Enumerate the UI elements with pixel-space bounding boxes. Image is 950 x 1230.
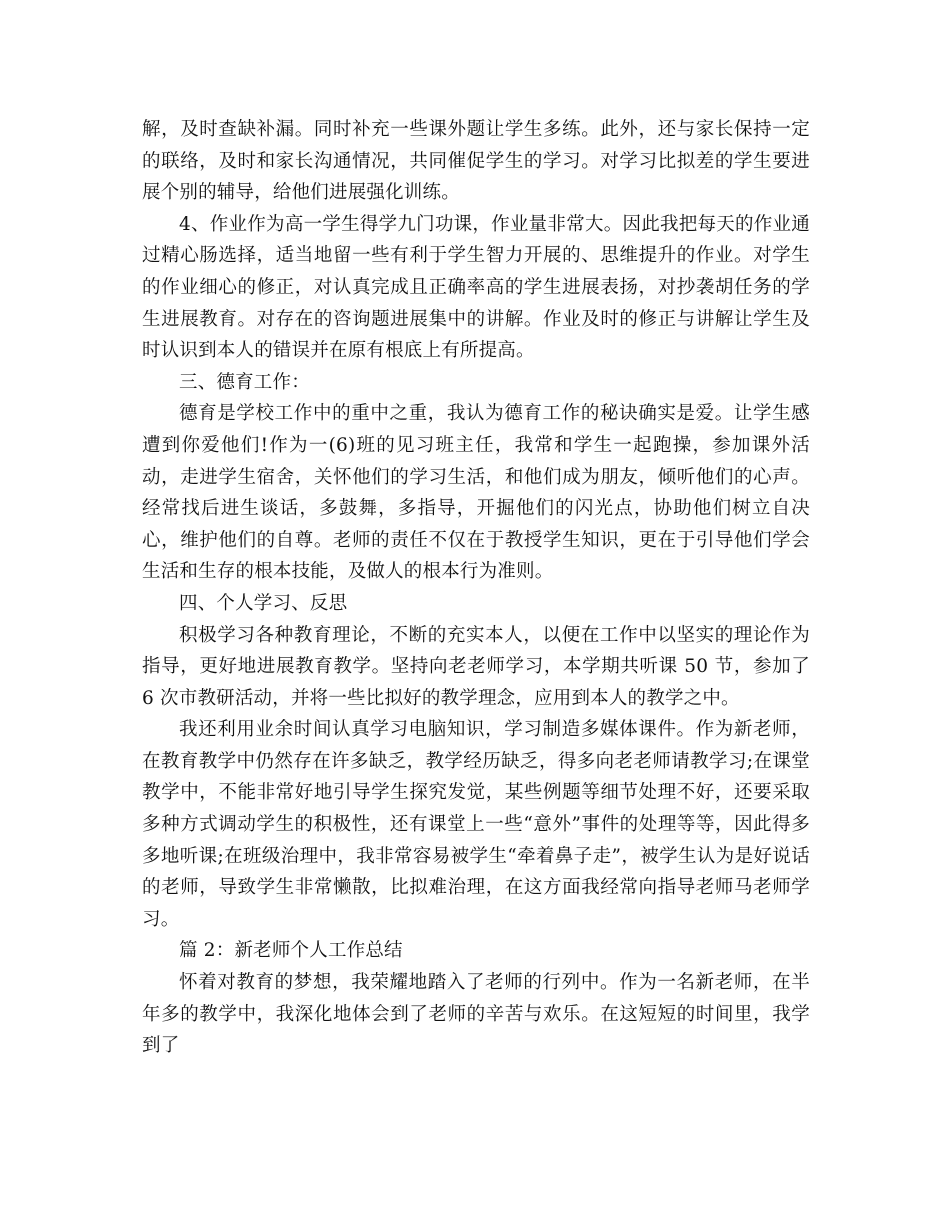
- paragraph-continuation: 解，及时查缺补漏。同时补充一些课外题让学生多练。此外，还与家长保持一定的联络，及时和家长沟通情况，共同催促学生的学习。对学习比拟差的学生要进展个别的辅导，给他们进展强化训练。: [142, 119, 810, 204]
- article-heading-part-two: 篇 2：新老师个人工作总结: [179, 940, 403, 962]
- section-heading-personal-study: 四、个人学习、反思: [179, 592, 348, 614]
- paragraph-reflection: 我还利用业余时间认真学习电脑知识，学习制造多媒体课件。作为新老师，在教育教学中仍然存在许多缺乏，教学经历缺乏，得多向老老师请教学习;在课堂教学中，不能非常好地引导学生探究发觉，某些例题等细节处理不好，还要采取多种方式调动学生的积极性，还有课堂上一些“意外”事件的处理等等，因此得多多地听课;在班级治理中，我非常容易被学生“牵着鼻子走”，被学生认为是好说话的老师，导致学生非常懒散，比拟难治理，在这方面我经常向指导老师马老师学习。: [142, 719, 810, 930]
- paragraph-homework: 4、作业作为高一学生得学九门功课，作业量非常大。因此我把每天的作业通过精心肠选择，适当地留一些有利于学生智力开展的、思维提升的作业。对学生的作业细心的修正，对认真完成且正确率高的学生进展表扬，对抄袭胡任务的学生进展教育。对存在的咨询题进展集中的讲解。作业及时的修正与讲解让学生及时认识到本人的错误并在原有根底上有所提高。: [142, 213, 810, 362]
- paragraph-new-teacher-intro: 怀着对教育的梦想，我荣耀地踏入了老师的行列中。作为一名新老师，在半年多的教学中，我深化地体会到了老师的辛苦与欢乐。在这短短的时间里，我学到了: [142, 972, 810, 1057]
- section-heading-moral-education: 三、德育工作：: [179, 371, 310, 393]
- paragraph-theory-study: 积极学习各种教育理论，不断的充实本人，以便在工作中以坚实的理论作为指导，更好地进展教育教学。坚持向老老师学习，本学期共听课 50 节，参加了 6 次市教研活动，并将一些比拟好的教学理念，应用到本人的教学之中。: [142, 624, 810, 709]
- paragraph-moral-education: 德育是学校工作中的重中之重，我认为德育工作的秘诀确实是爱。让学生感遭到你爱他们!作为一(6)班的见习班主任，我常和学生一起跑操，参加课外活动，走进学生宿舍，关怀他们的学习生活，和他们成为朋友，倾听他们的心声。经常找后进生谈话，多鼓舞，多指导，开掘他们的闪光点，协助他们树立自决心，维护他们的自尊。老师的责任不仅在于教授学生知识，更在于引导他们学会生活和生存的根本技能，及做人的根本行为准则。: [142, 403, 810, 583]
- document-body: [142, 114, 810, 1062]
